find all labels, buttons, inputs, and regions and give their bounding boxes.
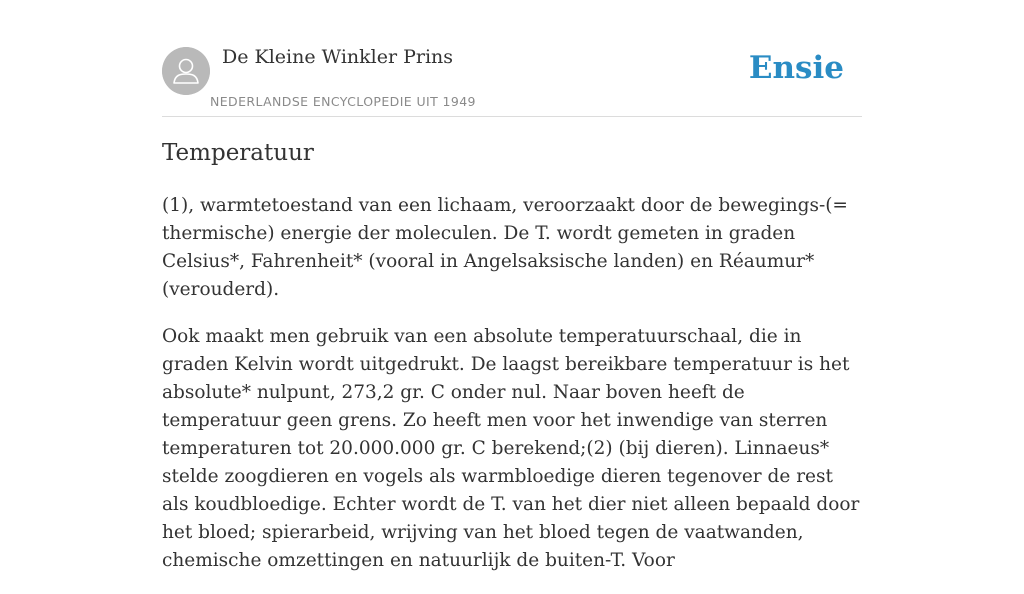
article-body xyxy=(162,192,862,594)
book-subtitle: NEDERLANDSE ENCYCLOPEDIE UIT 1949 xyxy=(210,94,476,109)
article-paragraph-2: Ook maakt men gebruik van een absolute temperatuurschaal, die in graden Kelvin wordt uitgedrukt. De laagst bereikbare temperatuur is het absolute* nulpunt, 273,2 gr. C onder nul. Naar boven heeft de temperatuur geen grens. Zo heeft men voor het inwendige van sterren temperaturen tot 20.000.000 gr. C berekend;(2) (bij dieren). Linnaeus* stelde zoogdieren en vogels als warmbloedige dieren tegenover de rest als koudbloedige. Echter wordt de T. van het dier niet alleen bepaald door het bloed; spierarbeid, wrijving van het bloed tegen de vaatwanden, chemische omzettingen en natuurlijk de buiten-T. Voor xyxy=(162,326,860,571)
ensie-logo-link[interactable]: Ensie xyxy=(748,50,844,86)
book-title[interactable]: De Kleine Winkler Prins xyxy=(222,46,454,68)
page-container xyxy=(162,0,862,571)
article-paragraph-1: (1), warmtetoestand van een lichaam, veroorzaakt door de bewegings-(= thermische) energie der moleculen. De T. wordt gemeten in graden Celsius*, Fahrenheit* (vooral in Angelsaksische landen) en Réaumur* (verouderd). xyxy=(162,195,848,300)
article-title: Temperatuur xyxy=(162,140,314,166)
user-placeholder-icon[interactable] xyxy=(162,47,210,95)
page-header xyxy=(162,0,862,117)
